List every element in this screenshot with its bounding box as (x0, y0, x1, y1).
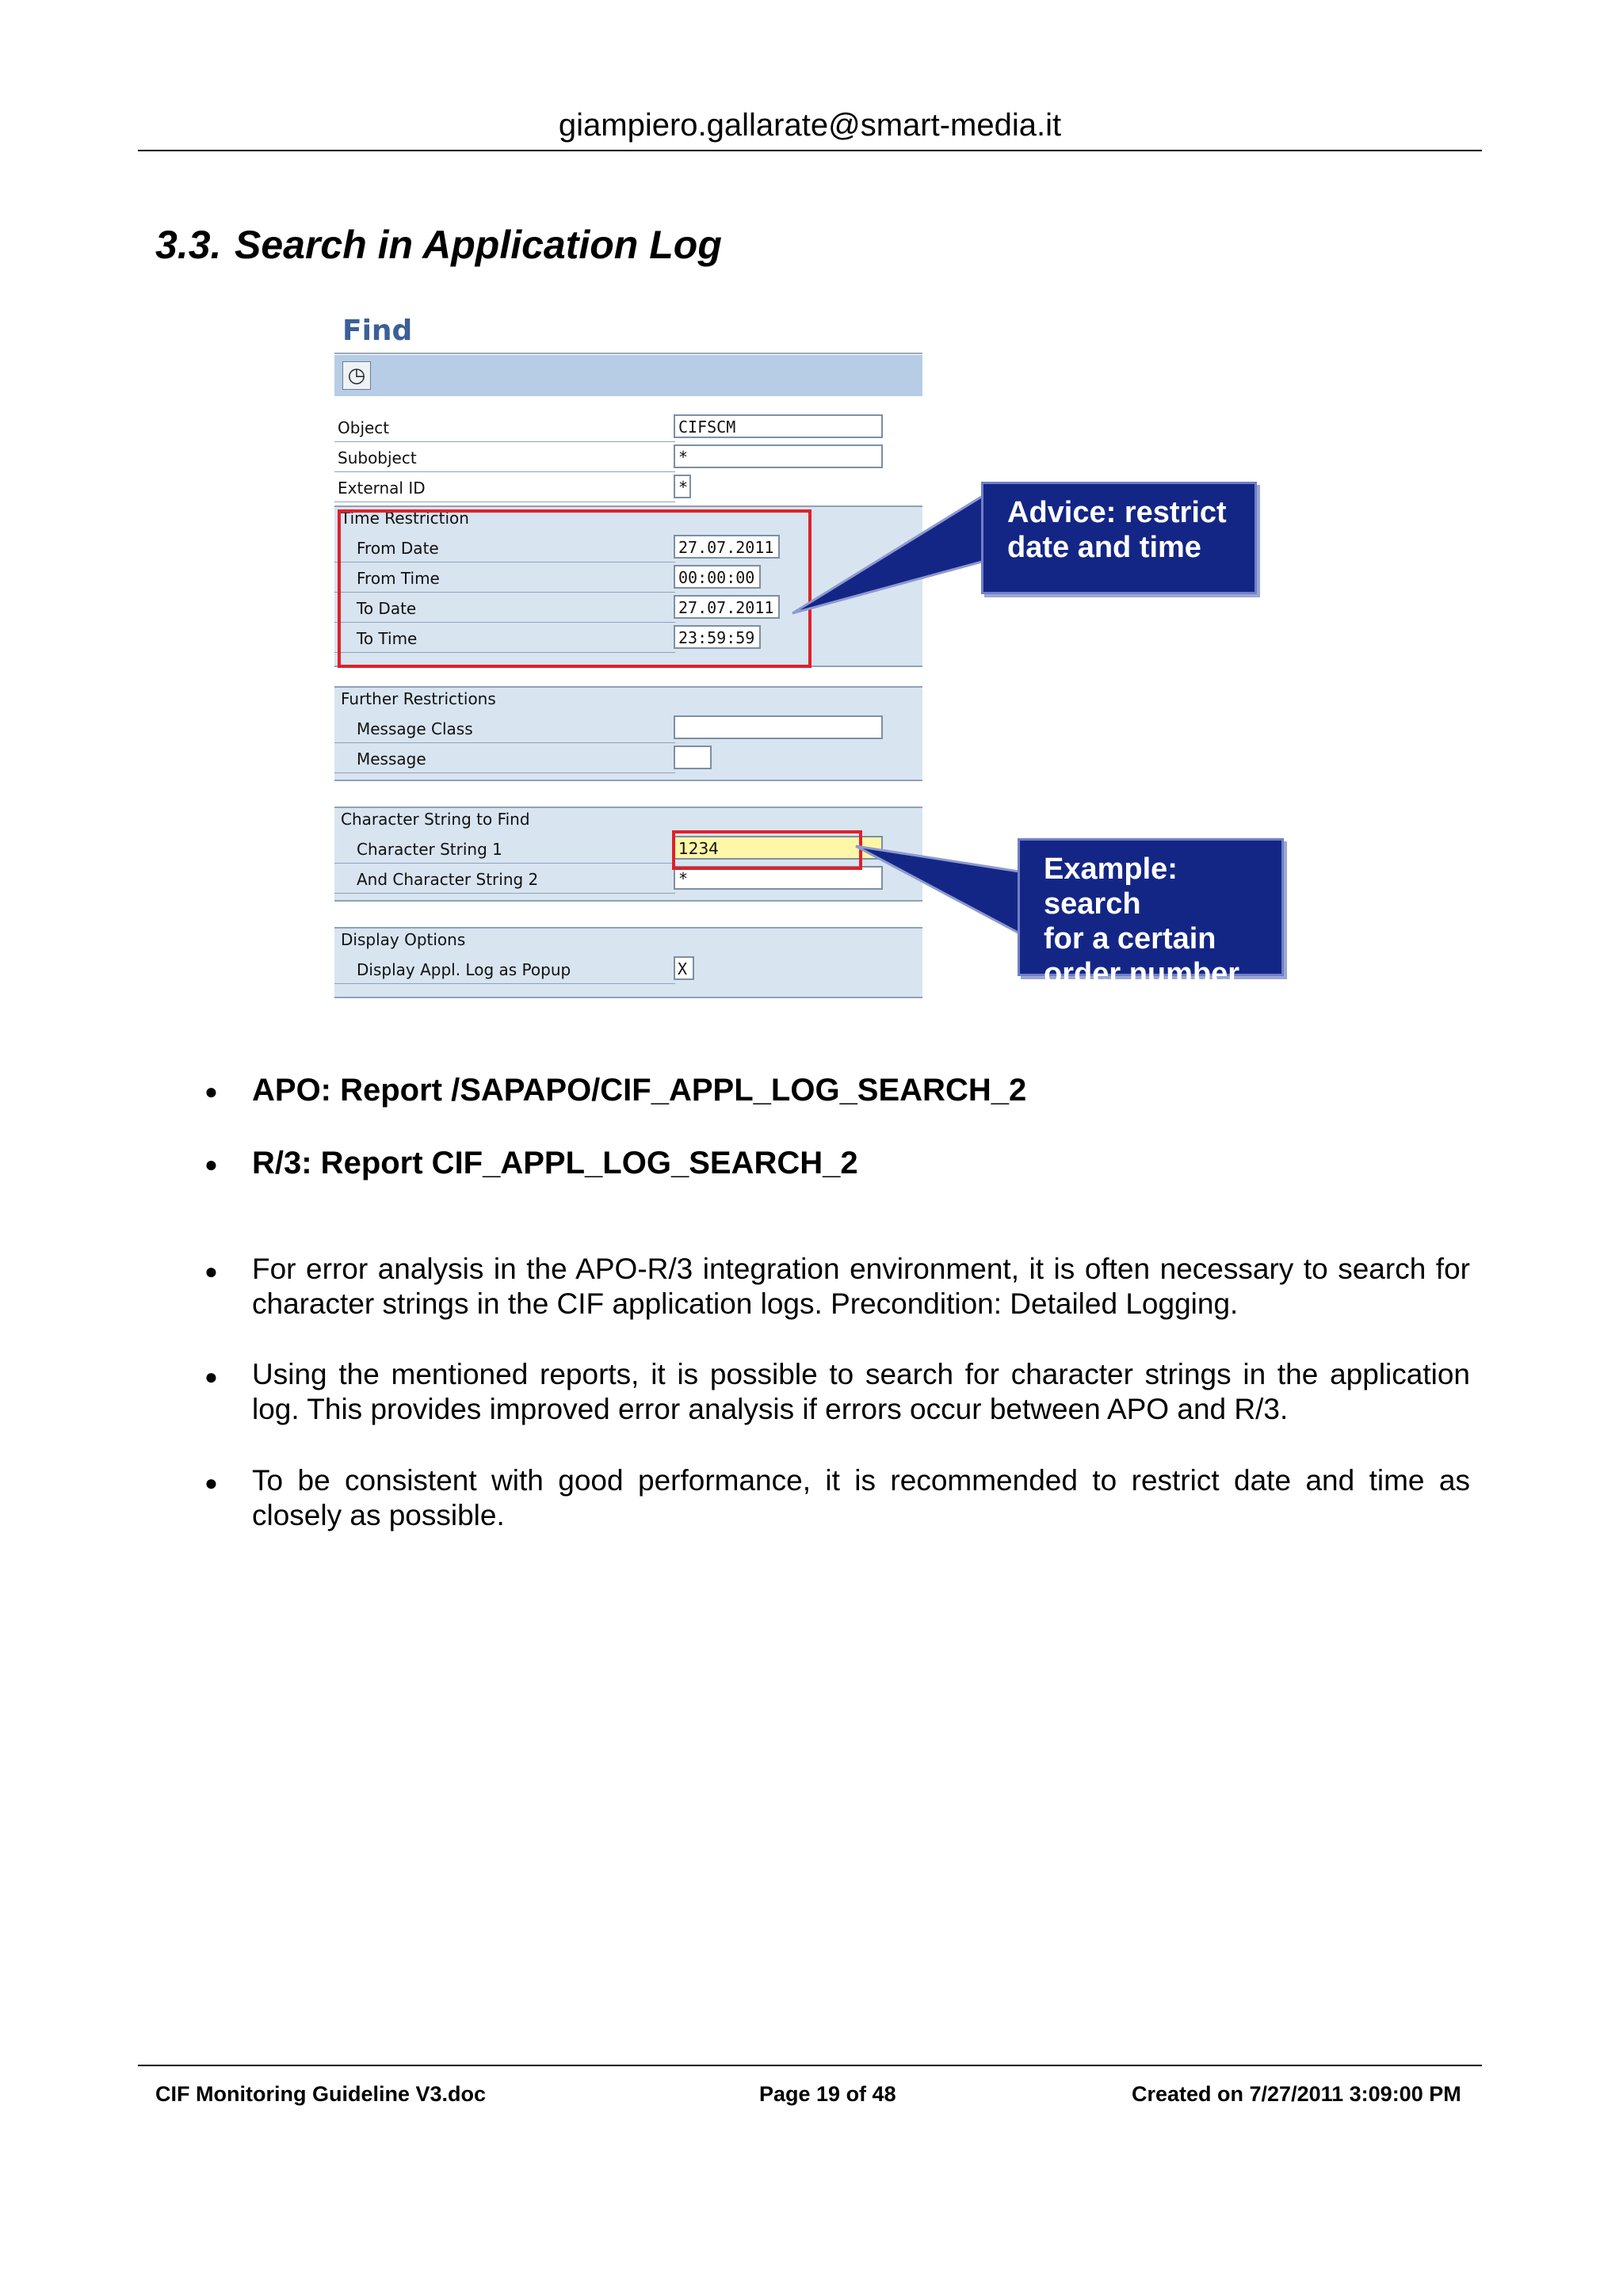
to-time-field[interactable]: 23:59:59 (674, 625, 761, 649)
section-number: 3.3. (155, 223, 222, 267)
from-time-label: From Time (357, 569, 440, 588)
section-title: Search in Application Log (235, 223, 722, 267)
bullet-dot: ● (204, 1364, 218, 1389)
external-id-field[interactable]: * (674, 475, 691, 498)
subobject-field[interactable]: * (674, 444, 883, 468)
string1-field[interactable]: 1234 (674, 836, 883, 860)
from-date-field[interactable]: 27.07.2011 (674, 535, 780, 559)
sap-title: Find (342, 315, 413, 347)
bullet-apo-report: APO: Report /SAPAPO/CIF_APPL_LOG_SEARCH_2 (252, 1073, 1027, 1108)
footer-doc-name: CIF Monitoring Guideline V3.doc (155, 2082, 486, 2106)
advice-line1: Advice: restrict (1007, 496, 1227, 529)
display-options-title: Display Options (341, 930, 466, 949)
advice-pointer (792, 496, 991, 613)
to-date-field[interactable]: 27.07.2011 (674, 595, 780, 619)
external-id-label: External ID (338, 479, 426, 498)
popup-label: Display Appl. Log as Popup (357, 960, 571, 979)
advice-callout (981, 482, 1257, 594)
bullet-r3-report: R/3: Report CIF_APPL_LOG_SEARCH_2 (252, 1146, 858, 1180)
character-string-title: Character String to Find (341, 810, 530, 829)
string1-label: Character String 1 (357, 840, 502, 859)
header-email: giampiero.gallarate@smart-media.it (558, 108, 1062, 143)
from-date-label: From Date (357, 539, 439, 558)
to-date-label: To Date (357, 599, 417, 618)
bullet-mentioned-reports: Using the mentioned reports, it is possible to search for character strings in the application log. This provides improved error analysis if errors occur between APO and R/3. (252, 1358, 1470, 1425)
string2-label: And Character String 2 (357, 870, 539, 889)
example-line1: Example: search (1044, 852, 1178, 921)
message-label: Message (357, 749, 426, 769)
execute-clock-icon[interactable]: ◷ (342, 361, 371, 390)
bullet-dot: ● (204, 1470, 218, 1495)
footer-created-date: Created on 7/27/2011 3:09:00 PM (1132, 2082, 1461, 2106)
bullet-performance: To be consistent with good performance, it is recommended to restrict date and time as closely as possible. (252, 1464, 1470, 1531)
object-field[interactable]: CIFSCM (674, 414, 883, 438)
advice-line2: date and time (1007, 531, 1201, 564)
subobject-label: Subobject (338, 448, 417, 467)
bullet-dot: ● (204, 1079, 218, 1104)
bullet-dot: ● (204, 1259, 218, 1283)
callout-pointers (0, 0, 1623, 1030)
bullet-dot: ● (204, 1152, 218, 1177)
example-callout (1018, 838, 1284, 990)
object-label: Object (338, 418, 390, 437)
string2-field[interactable]: * (674, 866, 883, 890)
bullet-error-analysis: For error analysis in the APO-R/3 integration environment, it is often necessary to search for character strings in the CIF application logs. Precondition: Detailed Logging. (252, 1253, 1470, 1320)
time-restriction-title: Time Restriction (341, 509, 469, 528)
example-pointer (856, 846, 1022, 935)
to-time-label: To Time (357, 629, 418, 648)
from-time-field[interactable]: 00:00:00 (674, 565, 761, 589)
popup-checkbox[interactable]: X (674, 956, 694, 980)
example-line3: order number (1044, 957, 1240, 990)
footer-page-number: Page 19 of 48 (759, 2082, 896, 2106)
example-line2: for a certain (1044, 922, 1216, 955)
further-restrictions-title: Further Restrictions (341, 689, 496, 708)
message-class-label: Message Class (357, 719, 473, 738)
footer-rule (138, 2065, 1482, 2066)
